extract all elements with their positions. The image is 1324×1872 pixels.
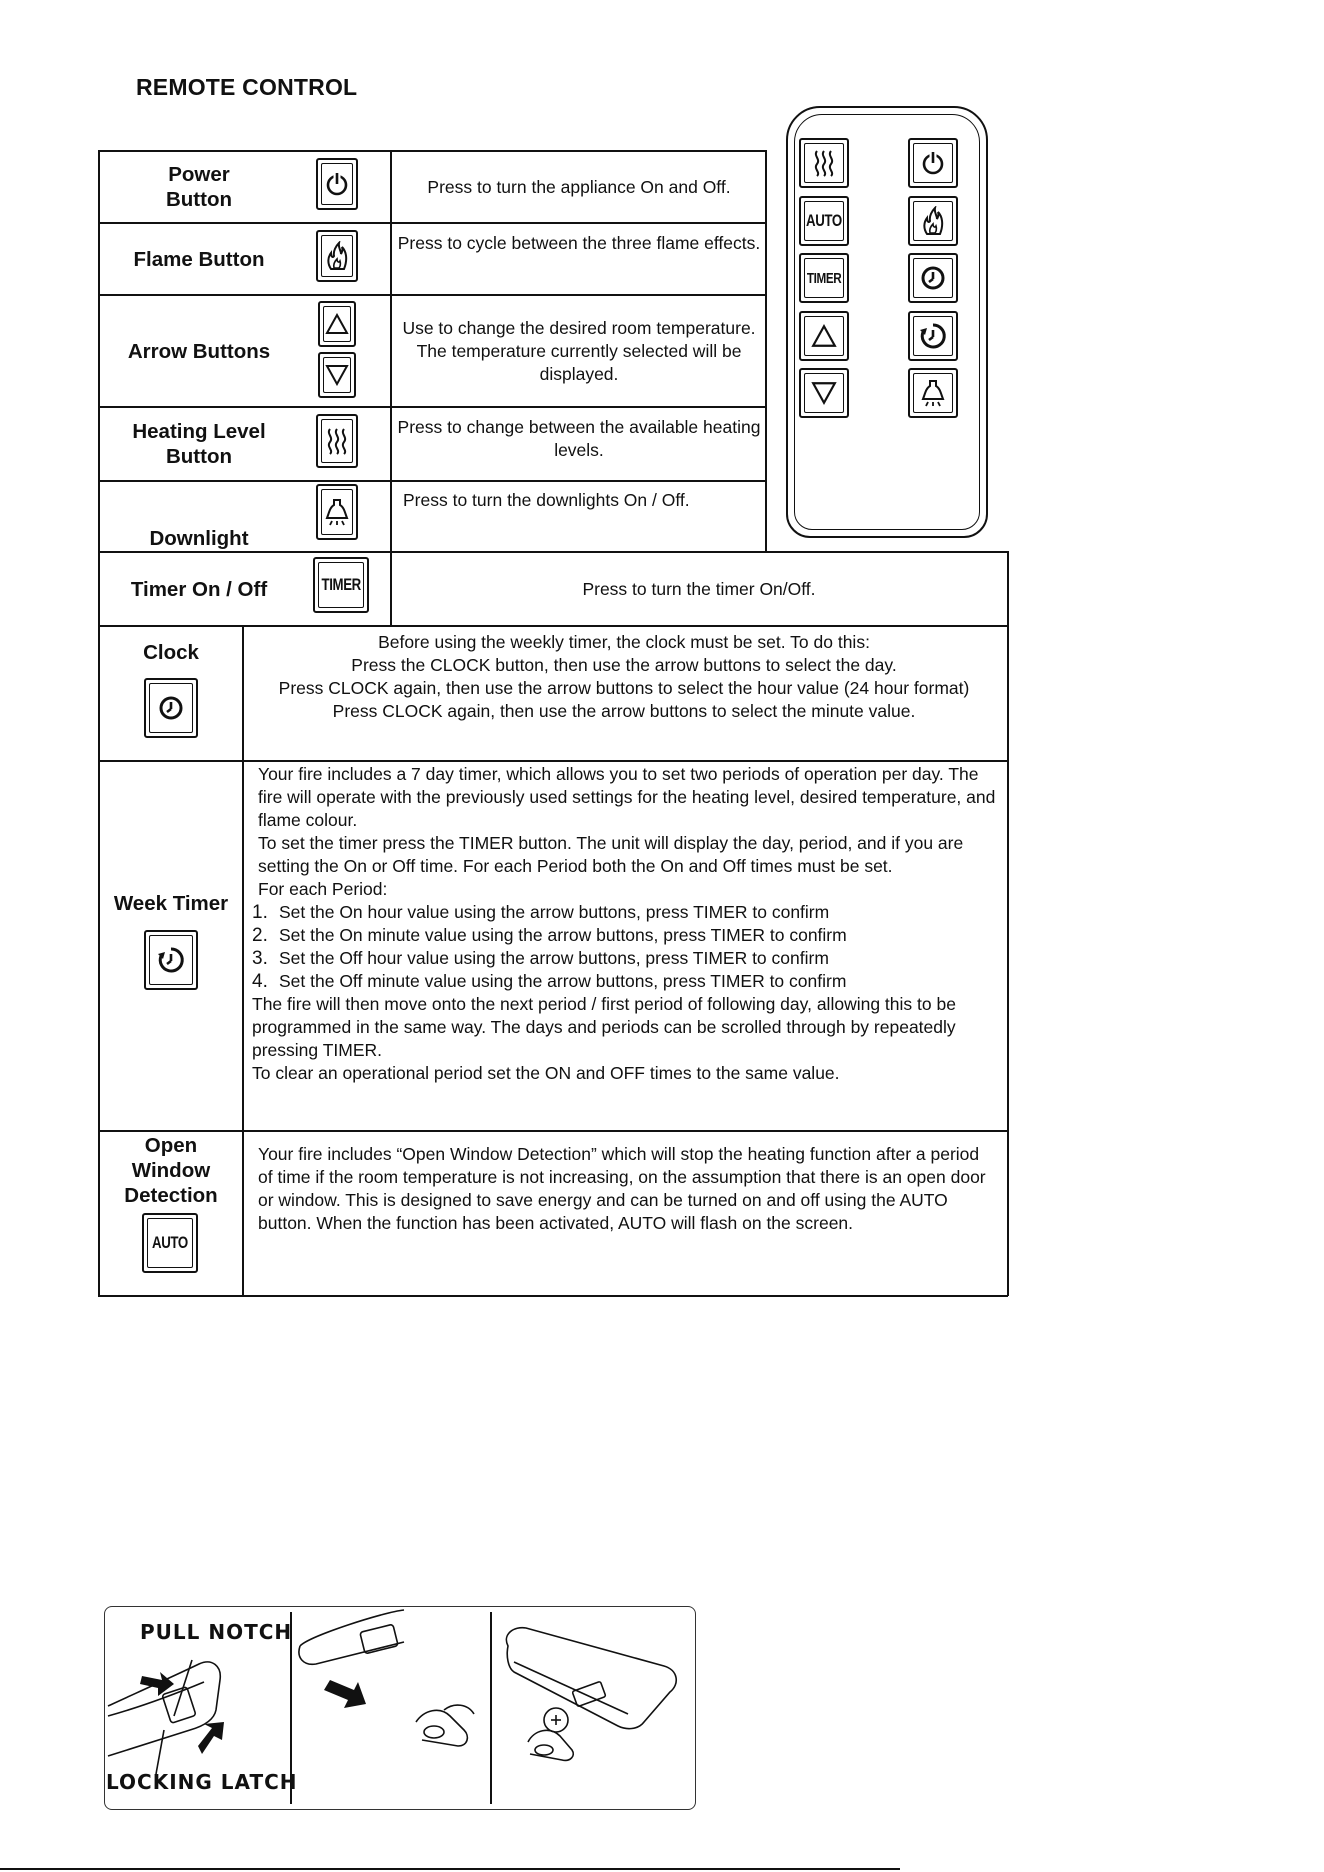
remote-downlight-icon: [908, 368, 958, 418]
arrow-buttons-label: Arrow Buttons: [127, 339, 271, 363]
page-footer-rule: [0, 1868, 900, 1870]
flame-button-desc: Press to cycle between the three flame effects.: [397, 233, 761, 253]
arrow-up-icon: [318, 301, 356, 347]
power-button-desc: Press to turn the appliance On and Off.: [427, 176, 731, 197]
heat-waves-icon: [316, 414, 358, 468]
remote-clock-icon: [908, 253, 958, 303]
remote-timer-button: TIMER: [799, 253, 849, 303]
remote-arrow-down-icon: [799, 368, 849, 418]
clock-icon: [144, 678, 198, 738]
page-title: REMOTE CONTROL: [136, 74, 358, 100]
week-timer-instructions: Your fire includes a 7 day timer, which allows you to set two periods of operation per day. The fire will operate with the previously used settings for the heating level, desired temperature, and flame colour. To set the timer press the TIMER button. The unit will display the day, period, and if you are setting the On or Off time. For each Period both the On and Off times must be set. For each Period: 1. Set the On hour value using the arrow buttons, press TIMER to confirm 2. Set the On minute value using the arrow buttons, press TIMER to confirm 3. Set the Off hour value using the arrow buttons, press TIMER to confirm 4. Set the Off minute value using the arrow buttons, press TIMER to confirm The fire will then move onto the next period / first period of following day, allowing this to be programmed in the same way. The days and periods can be scrolled through by repeatedly pressing TIMER. To clear an operational period set the ON and OFF times to the same value.: [252, 763, 1004, 1085]
remote-week-timer-icon: [908, 311, 958, 361]
downlight-label: Downlight: [149, 527, 249, 550]
remote-auto-button: AUTO: [799, 196, 849, 246]
clock-label: Clock: [143, 640, 199, 664]
auto-button-icon: AUTO: [142, 1213, 198, 1273]
downlight-icon: [316, 484, 358, 540]
heating-level-label: Heating Level Button: [132, 420, 266, 468]
week-timer-step: 2. Set the On minute value using the arrow buttons, press TIMER to confirm: [252, 925, 847, 946]
flame-button-label: Flame Button: [133, 247, 265, 271]
remote-heat-waves-icon: [799, 138, 849, 188]
pull-notch-label: PULL NOTCH: [140, 1620, 293, 1644]
open-window-desc: Your fire includes “Open Window Detection” which will stop the heating function after a period of time if the room temperature is not increasing, on the assumption that there is an open door or window. This is designed to save energy and can be turned on and off using the AUTO button. When the function has been activated, AUTO will flash on the screen.: [258, 1144, 986, 1233]
timer-button-icon: TIMER: [313, 557, 369, 613]
flame-icon: [316, 230, 358, 282]
week-timer-step: 3. Set the Off hour value using the arrow buttons, press TIMER to confirm: [252, 948, 829, 969]
battery-removal-illustration: [104, 1606, 696, 1810]
arrow-buttons-desc: Use to change the desired room temperature. The temperature currently selected will be displayed.: [402, 317, 756, 384]
timer-on-off-label: Timer On / Off: [130, 577, 268, 601]
week-timer-icon: [144, 930, 198, 990]
open-window-label: Open Window Detection: [124, 1133, 218, 1207]
power-button-label: Power Button: [165, 163, 233, 211]
week-timer-label: Week Timer: [113, 891, 229, 915]
locking-latch-label: LOCKING LATCH: [106, 1770, 298, 1794]
power-icon: [316, 158, 358, 210]
arrow-down-icon: [318, 352, 356, 398]
remote-arrow-up-icon: [799, 311, 849, 361]
remote-flame-icon: [908, 196, 958, 246]
remote-power-icon: [908, 138, 958, 188]
heating-level-desc: Press to change between the available heating levels.: [397, 417, 761, 460]
timer-on-off-desc: Press to turn the timer On/Off.: [582, 578, 816, 599]
clock-instructions: Before using the weekly timer, the clock must be set. To do this: Press the CLOCK button, then use the arrow buttons to select the day. Press CLOCK again, then use the arrow buttons to select the hour value (24 hour format) Press CLOCK again, then use the arrow buttons to select the minute value.: [278, 632, 970, 721]
downlight-desc: Press to turn the downlights On / Off.: [403, 490, 690, 510]
week-timer-step: 1. Set the On hour value using the arrow buttons, press TIMER to confirm: [252, 902, 830, 923]
week-timer-step: 4. Set the Off minute value using the arrow buttons, press TIMER to confirm: [252, 971, 847, 992]
